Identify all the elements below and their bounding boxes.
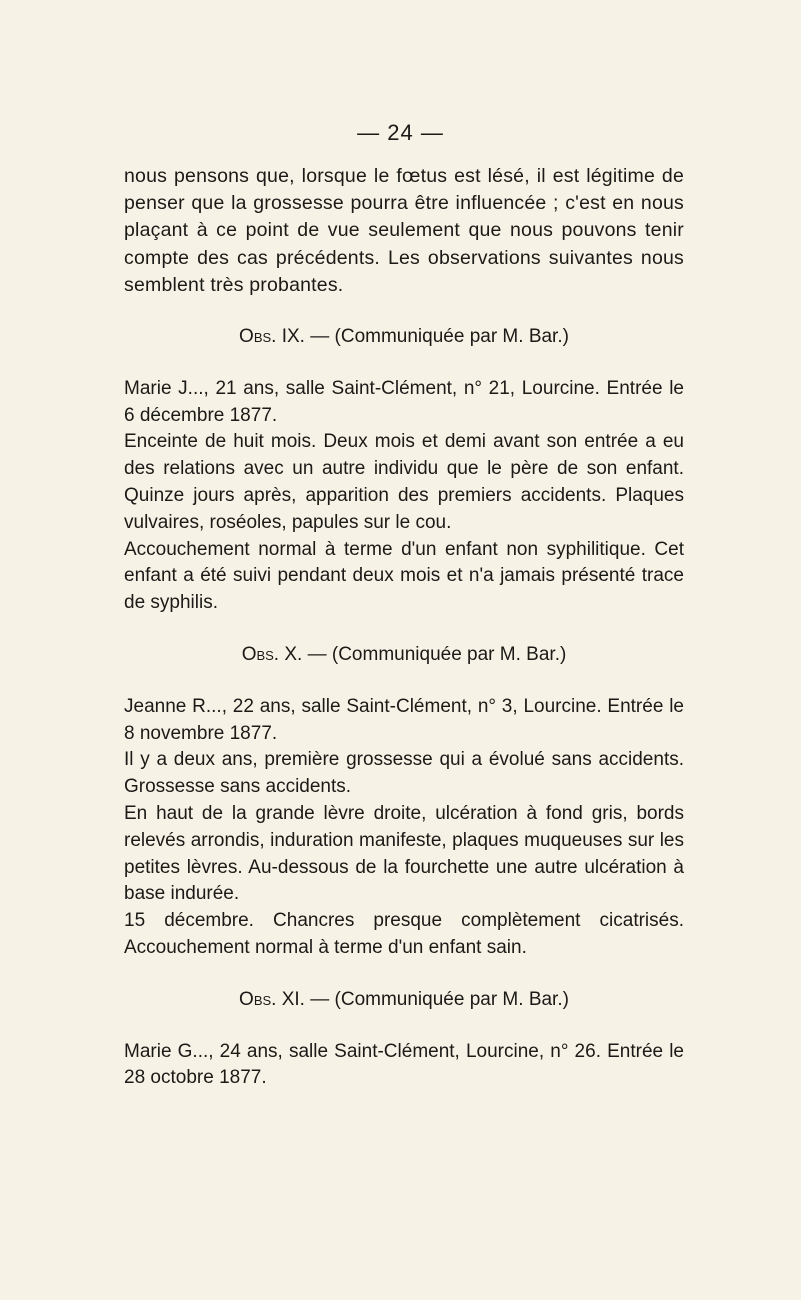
observation-paragraph: Marie J..., 21 ans, salle Saint-Clément, n° 21, Lourcine. Entrée le 6 décembre 1877.: [124, 377, 684, 426]
observation-ix: [124, 324, 684, 617]
page-number: — 24 —: [357, 120, 444, 145]
obs-heading-text: X. — (Communiquée par M. Bar.): [279, 643, 567, 665]
observation-xi: [124, 987, 684, 1092]
observation-paragraph: Accouchement normal à terme d'un enfant non syphilitique. Cet enfant a été suivi pendant deux mois et n'a jamais présenté trace de syphilis.: [124, 538, 684, 614]
observation-heading: [124, 324, 684, 351]
observation-paragraph: Jeanne R..., 22 ans, salle Saint-Clément, n° 3, Lourcine. Entrée le 8 novembre 1877.: [124, 695, 684, 744]
observation-paragraph: 15 décembre. Chancres presque complètement cicatrisés. Accouchement normal à terme d'un enfant sain.: [124, 910, 684, 958]
observation-paragraph: Marie G..., 24 ans, salle Saint-Clément, Lourcine, n° 26. Entrée le 28 octobre 1877.: [124, 1040, 684, 1089]
observation-heading: [124, 987, 684, 1014]
observation-paragraph: Il y a deux ans, première grossesse qui a évolué sans accidents. Grossesse sans accidents.: [124, 749, 684, 798]
text-body: [124, 163, 684, 1092]
observation-heading: [124, 642, 684, 669]
obs-label: Obs.: [239, 326, 277, 348]
obs-heading-text: IX. — (Communiquée par M. Bar.): [276, 326, 569, 348]
intro-paragraph: nous pensons que, lorsque le fœtus est lésé, il est légitime de penser que la grossesse pourra être influencée ; c'est en nous plaçant à ce point de vue seulement que nous pouvons tenir compte des cas précédents. Les observations suivantes nous semblent très probantes.: [124, 165, 684, 296]
observation-paragraph: En haut de la grande lèvre droite, ulcération à fond gris, bords relevés arrondis, induration manifeste, plaques muqueuses sur les petites lèvres. Au-dessous de la fourchette une autre ulcération à base indurée.: [124, 802, 684, 905]
obs-label: Obs.: [239, 988, 277, 1010]
observation-paragraph: Enceinte de huit mois. Deux mois et demi avant son entrée a eu des relations avec un autre individu que le père de son enfant. Quinze jours après, apparition des premiers accidents. Plaques vulvaires, roséoles, papules sur le cou.: [124, 431, 684, 533]
observation-x: [124, 642, 684, 962]
obs-label: Obs.: [241, 643, 280, 665]
obs-heading-text: XI. — (Communiquée par M. Bar.): [276, 988, 569, 1010]
